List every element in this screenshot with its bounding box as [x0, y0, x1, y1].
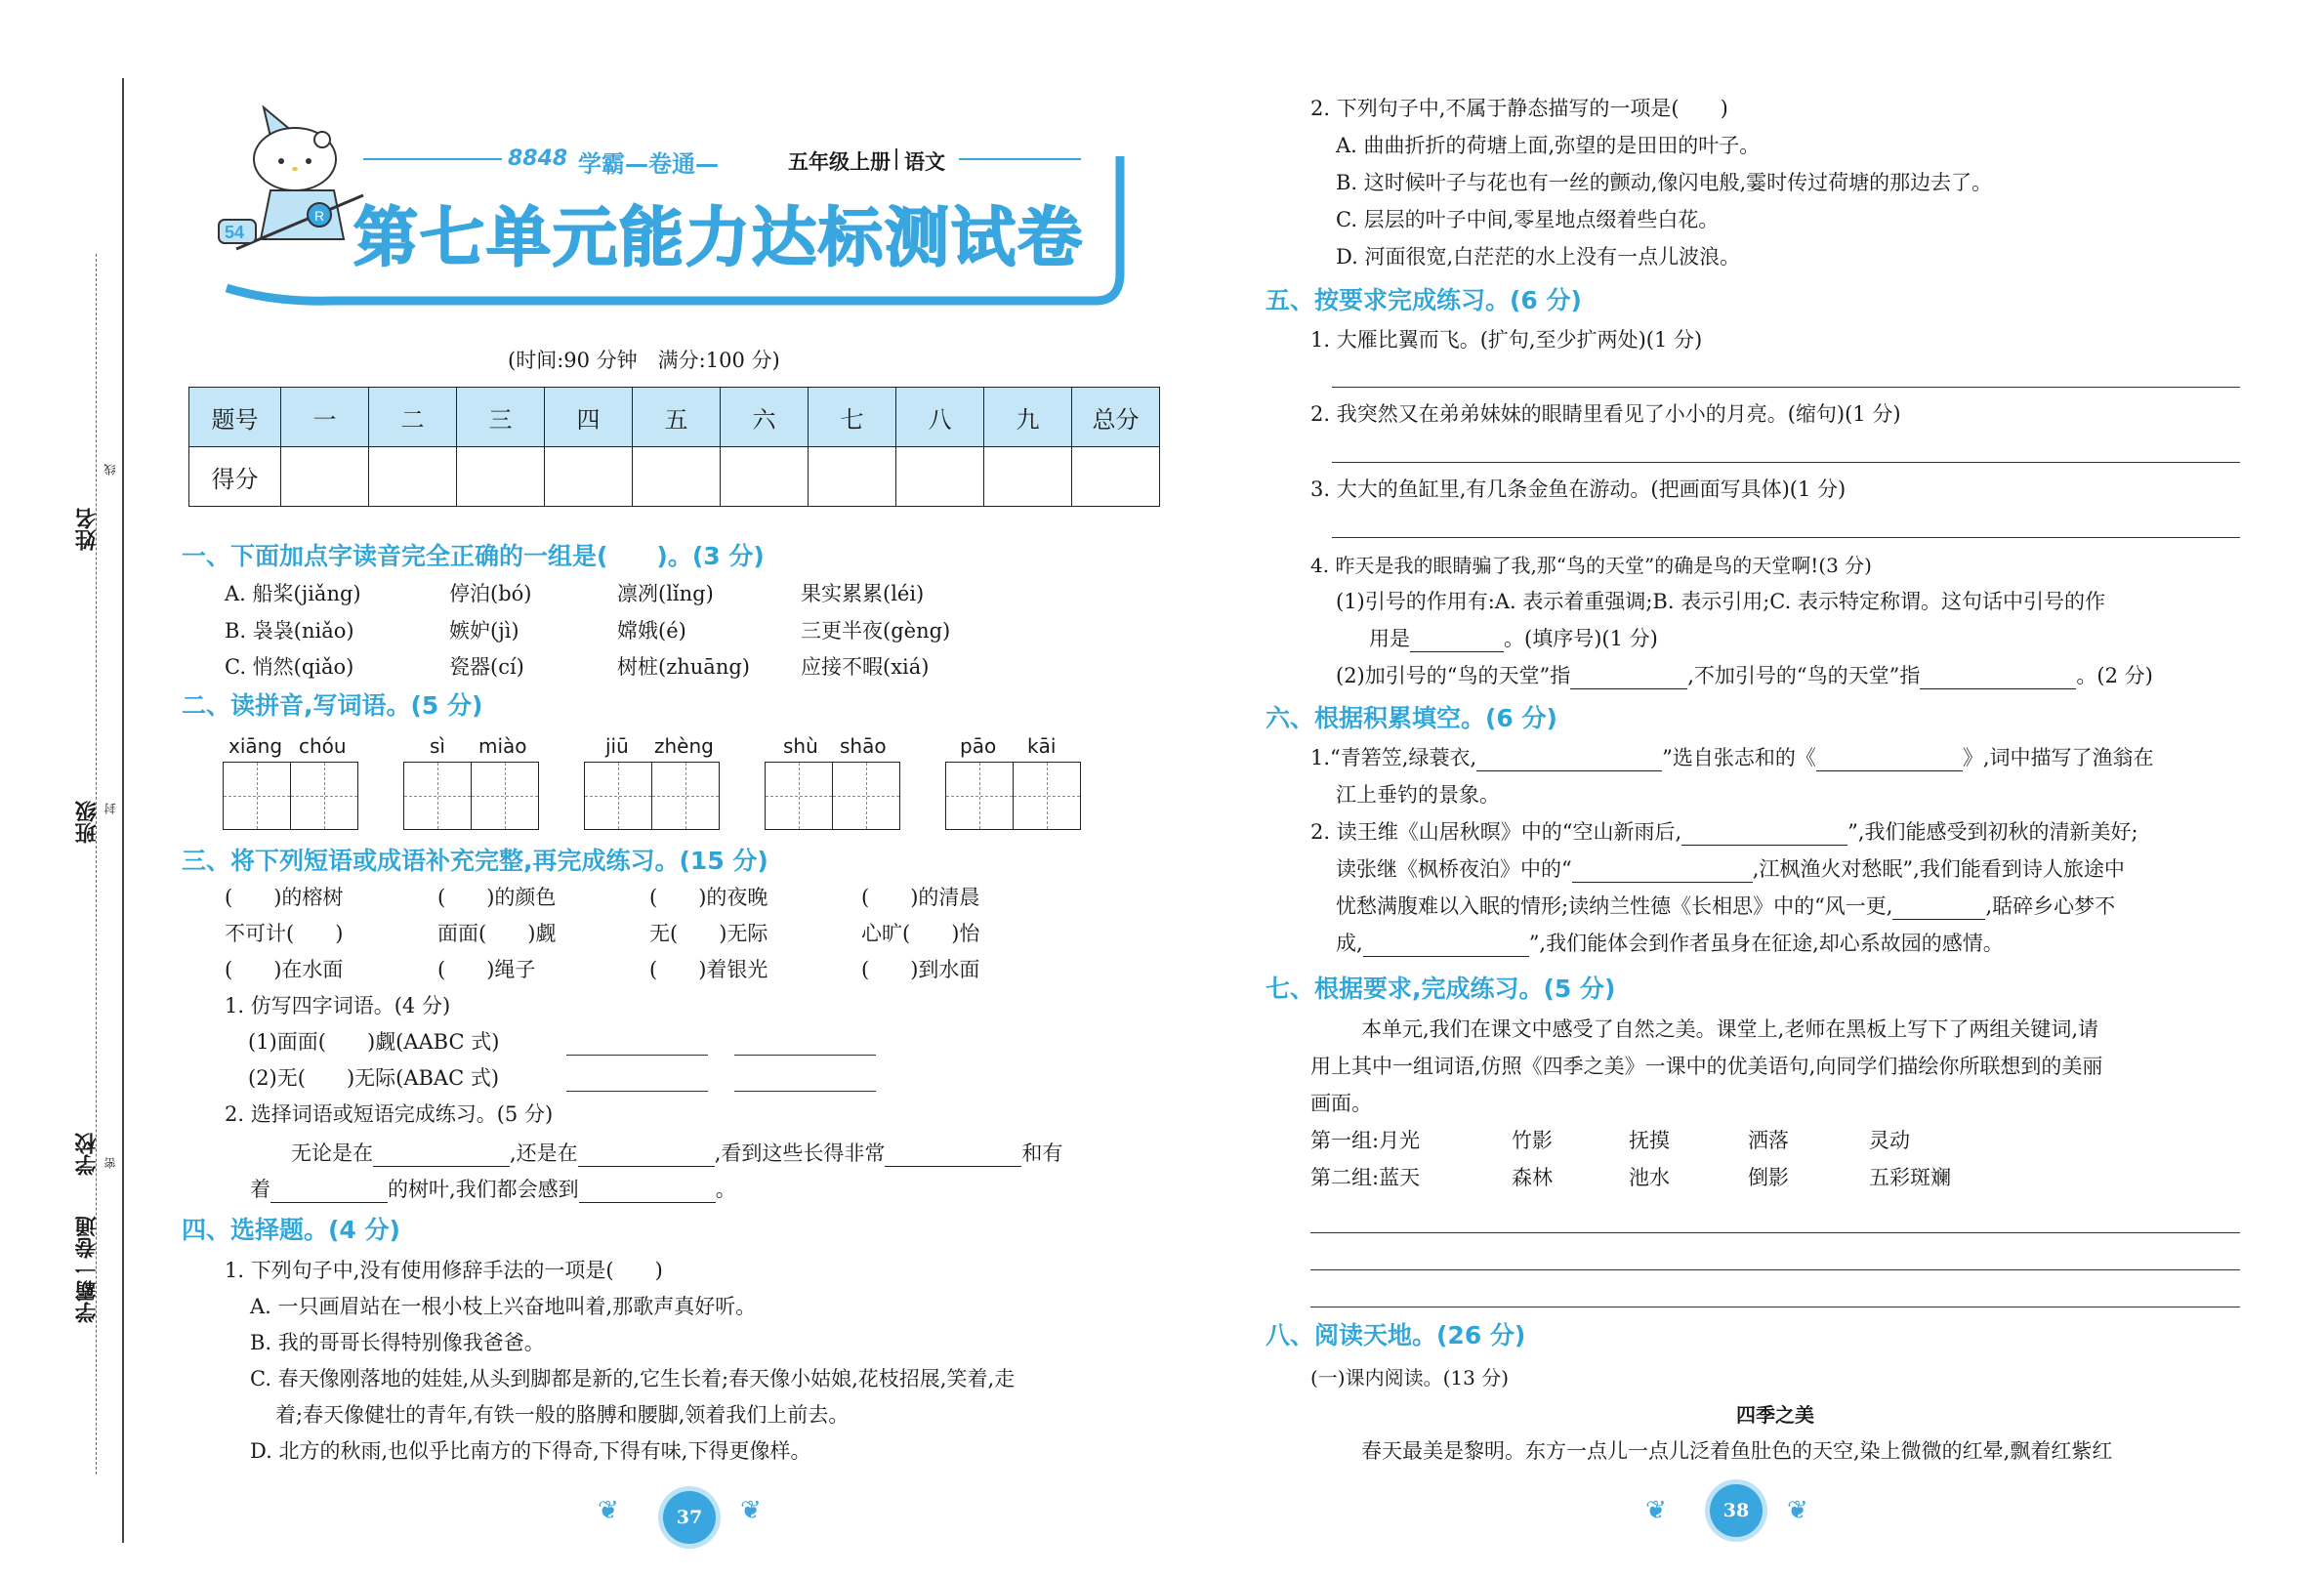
score-head-cell: 五: [633, 388, 721, 447]
answer-line[interactable]: [566, 1091, 708, 1092]
s6-line6: 成, ”,我们能体会到作者虽身在征途,却心系故园的感情。: [1336, 932, 2004, 955]
s5-q4-b: (2)加引号的“鸟的天堂”指 ,不加引号的“鸟的天堂”指 。(2 分): [1336, 664, 2153, 687]
s3-q2-line1: 无论是在 ,还是在 ,看到这些长得非常 和有: [291, 1141, 1063, 1165]
section-8-title: 八、阅读天地。(26 分): [1266, 1321, 1526, 1349]
section-4-title: 四、选择题。(4 分): [182, 1216, 400, 1244]
brand-subject: 语文: [904, 149, 945, 174]
kw-2-3: 池水: [1629, 1166, 1670, 1189]
phrase-3-1[interactable]: ( )在水面: [225, 958, 344, 981]
pinyin-3a: jiū: [605, 734, 629, 758]
phrase-1-1[interactable]: ( )的榕树: [225, 886, 344, 909]
binding-brand: 学霸一卷通: [75, 1216, 100, 1323]
phrase-2-3[interactable]: 无( )无际: [649, 922, 768, 945]
phrase-2-4[interactable]: 心旷( )怡: [861, 922, 980, 945]
passage-title: 四季之美: [1736, 1403, 1814, 1427]
brand-grade: 五年级上册: [788, 149, 891, 174]
option-b-3: 嫦娥(é): [617, 619, 686, 643]
brand-rule-left: [363, 158, 502, 160]
pinyin-4b: shāo: [840, 734, 887, 758]
phrase-3-3[interactable]: ( )着银光: [649, 958, 768, 981]
blank[interactable]: [373, 1145, 510, 1167]
option-a-3: 凛冽(lǐng): [617, 582, 714, 605]
s4-q2-b[interactable]: B. 这时候叶子与花也有一丝的颤动,像闪电般,霎时传过荷塘的那边去了。: [1336, 171, 1993, 194]
kw-1-5: 灵动: [1869, 1129, 1910, 1152]
blank[interactable]: [1476, 750, 1662, 771]
exam-meta: (时间:90 分钟 满分:100 分): [508, 349, 780, 372]
score-head-cell: 三: [457, 388, 545, 447]
kw-1-2: 竹影: [1512, 1129, 1553, 1152]
leaf-right-icon: ❦: [740, 1496, 762, 1525]
s3-q1: 1. 仿写四字词语。(4 分): [225, 994, 451, 1017]
kw-2-2: 森林: [1512, 1166, 1553, 1189]
kw-2-5: 五彩斑斓: [1869, 1166, 1951, 1189]
pinyin-1a: xiāng: [228, 734, 283, 758]
blank[interactable]: [1410, 631, 1504, 652]
phrase-1-2[interactable]: ( )的颜色: [437, 886, 557, 909]
score-row-label: 得分: [189, 447, 281, 507]
pinyin-2a: sì: [430, 734, 445, 758]
s4-q2-d[interactable]: D. 河面很宽,白茫茫的水上没有一点儿波浪。: [1336, 245, 1741, 269]
score-cell[interactable]: [281, 447, 369, 507]
seal-mark-mi: 密: [104, 1157, 117, 1169]
cap-letter: R: [314, 208, 325, 224]
s4-q1-a[interactable]: A. 一只画眉站在一根小枝上兴奋地叫着,那歌声真好听。: [250, 1295, 757, 1318]
answer-line[interactable]: [734, 1091, 876, 1092]
score-row: [189, 447, 1160, 507]
answer-line[interactable]: [734, 1055, 876, 1056]
score-head-cell: 六: [721, 388, 809, 447]
score-head-cell: 四: [545, 388, 633, 447]
answer-line[interactable]: [1332, 537, 2240, 538]
brand-name: 学霸—卷通—: [578, 150, 719, 178]
option-c-3: 树桩(zhuāng): [617, 655, 750, 679]
section-7-title: 七、根据要求,完成练习。(5 分): [1266, 975, 1616, 1003]
s7-p1: 本单元,我们在课文中感受了自然之美。课堂上,老师在黑板上写下了两组关键词,请: [1361, 1017, 2099, 1041]
writing-box-2[interactable]: [403, 762, 539, 830]
kw-1-1: 第一组:月光: [1310, 1129, 1421, 1152]
writing-box-5[interactable]: [945, 762, 1081, 830]
blank[interactable]: [1920, 668, 2076, 689]
binding-line: [122, 78, 124, 1543]
page-title: 第七单元能力达标测试卷: [353, 200, 1084, 275]
s4-q1-b[interactable]: B. 我的哥哥长得特别像我爸爸。: [250, 1331, 545, 1354]
s4-q1-c2: 着;春天像健壮的青年,有铁一般的胳膊和腰脚,领着我们上前去。: [275, 1403, 850, 1427]
score-cell[interactable]: [721, 447, 809, 507]
score-cell[interactable]: [984, 447, 1072, 507]
phrase-2-1[interactable]: 不可计( ): [225, 922, 344, 945]
s6-line5: 忧愁满腹难以入眠的情形;读纳兰性德《长相思》中的“风一更, ,聒碎乡心梦不: [1336, 894, 2116, 918]
mascot-badge: 54: [225, 223, 245, 242]
s5-q3: 3. 大大的鱼缸里,有几条金鱼在游动。(把画面写具体)(1 分): [1310, 477, 1847, 501]
score-head-cell: 题号: [189, 388, 281, 447]
kw-2-4: 倒影: [1748, 1166, 1789, 1189]
score-cell[interactable]: [545, 447, 633, 507]
option-a-2: 停泊(bó): [449, 582, 532, 605]
phrase-1-3[interactable]: ( )的夜晚: [649, 886, 768, 909]
s4-q1-d[interactable]: D. 北方的秋雨,也似乎比南方的下得奇,下得有味,下得更像样。: [250, 1439, 811, 1463]
s4-q2-a[interactable]: A. 曲曲折折的荷塘上面,弥望的是田田的叶子。: [1336, 134, 1761, 157]
pinyin-2b: miào: [478, 734, 527, 758]
option-a-1[interactable]: A. 船桨(jiǎng): [225, 582, 361, 605]
option-c-4: 应接不暇(xiá): [801, 655, 930, 679]
score-cell[interactable]: [809, 447, 896, 507]
blank[interactable]: [1570, 668, 1687, 689]
option-c-1[interactable]: C. 悄然(qiǎo): [225, 655, 354, 679]
pinyin-5a: pāo: [960, 734, 997, 758]
phrase-3-4[interactable]: ( )到水面: [861, 958, 980, 981]
s5-q4-a2: 用是 。(填序号)(1 分): [1369, 627, 1658, 650]
kw-1-3: 抚摸: [1629, 1129, 1670, 1152]
option-b-1[interactable]: B. 袅袅(niǎo): [225, 619, 354, 643]
writing-box-4[interactable]: [765, 762, 900, 830]
class-label: 班级: [75, 801, 100, 844]
answer-line[interactable]: [1332, 387, 2240, 388]
seal-mark-line: 线: [104, 464, 117, 476]
score-table: [188, 387, 1160, 507]
s6-line1: 1.“青箬笠,绿蓑衣, ”选自张志和的《 》,词中描写了渔翁在: [1310, 746, 2154, 769]
s5-q1: 1. 大雁比翼而飞。(扩句,至少扩两处)(1 分): [1310, 328, 1703, 352]
binding-strip: [29, 78, 137, 1543]
s6-line3: 2. 读王维《山居秋暝》中的“空山新雨后, ”,我们能感受到初秋的清新美好;: [1310, 820, 2138, 844]
school-label: 学校: [75, 1133, 100, 1176]
score-head-cell: 二: [369, 388, 457, 447]
pinyin-5b: kāi: [1027, 734, 1057, 758]
blank[interactable]: [1681, 824, 1847, 846]
seal-mark-seal: 封: [104, 803, 117, 814]
s3-q1a: (1)面面( )觑(AABC 式): [248, 1030, 500, 1054]
page-number-38: 38: [1710, 1484, 1763, 1537]
s5-q4-a1: (1)引号的作用有:A. 表示着重强调;B. 表示引用;C. 表示特定称谓。这句话中引号的作: [1336, 590, 2105, 613]
score-head-cell: 七: [809, 388, 896, 447]
section-6-title: 六、根据积累填空。(6 分): [1266, 704, 1557, 732]
blank[interactable]: [885, 1145, 1021, 1167]
s8-sub: (一)课内阅读。(13 分): [1310, 1366, 1510, 1390]
score-cell[interactable]: [1072, 447, 1160, 507]
blank[interactable]: [579, 1182, 716, 1203]
header-banner: [217, 117, 1130, 312]
score-head-cell: 一: [281, 388, 369, 447]
writing-box-1[interactable]: [223, 762, 358, 830]
pinyin-3b: zhèng: [654, 734, 714, 758]
score-head-cell: 八: [896, 388, 984, 447]
leaf-right-icon: ❦: [1787, 1496, 1808, 1525]
s6-line2: 江上垂钓的景象。: [1336, 783, 1500, 807]
answer-line[interactable]: [1332, 462, 2240, 463]
s7-p2: 用上其中一组词语,仿照《四季之美》一课中的优美语句,向同学们描绘你所联想到的美丽: [1310, 1055, 2103, 1078]
section-3-title: 三、将下列短语或成语补充完整,再完成练习。(15 分): [182, 847, 768, 875]
brand-logo: 8848: [508, 146, 568, 171]
passage-p1: 春天最美是黎明。东方一点儿一点儿泛着鱼肚色的天空,染上微微的红晕,飘着红紫红: [1361, 1439, 2113, 1463]
answer-line[interactable]: [1310, 1269, 2240, 1270]
s5-q4: 4. 昨天是我的眼睛骗了我,那“鸟的天堂”的确是鸟的天堂啊!(3 分): [1310, 554, 1872, 577]
s6-line4: 读张继《枫桥夜泊》中的“ ,江枫渔火对愁眠”,我们能看到诗人旅途中: [1336, 857, 2125, 881]
s4-q1: 1. 下列句子中,没有使用修辞手法的一项是( ): [225, 1259, 663, 1282]
s7-p3: 画面。: [1310, 1092, 1372, 1115]
score-head-cell: 总分: [1072, 388, 1160, 447]
writing-box-3[interactable]: [584, 762, 720, 830]
name-label: 姓名: [75, 508, 100, 551]
score-cell[interactable]: [896, 447, 984, 507]
s4-q2-c[interactable]: C. 层层的叶子中间,零星地点缀着些白花。: [1336, 208, 1720, 231]
pinyin-1b: chóu: [299, 734, 347, 758]
s3-q2-line2: 着 的树叶,我们都会感到 。: [250, 1178, 736, 1201]
option-b-2: 嫉妒(jì): [449, 619, 519, 643]
s5-q2: 2. 我突然又在弟弟妹妹的眼睛里看见了小小的月亮。(缩句)(1 分): [1310, 402, 1901, 426]
option-b-4: 三更半夜(gèng): [801, 619, 951, 643]
s3-q1b: (2)无( )无际(ABAC 式): [248, 1066, 500, 1090]
option-a-4: 果实累累(léi): [801, 582, 925, 605]
option-c-2: 瓷器(cí): [449, 655, 524, 679]
blank[interactable]: [1816, 750, 1963, 771]
kw-2-1: 第二组:蓝天: [1310, 1166, 1421, 1189]
pinyin-4a: shù: [783, 734, 818, 758]
s4-q1-c1[interactable]: C. 春天像刚落地的娃娃,从头到脚都是新的,它生长着;春天像小姑娘,花枝招展,笑着,走: [250, 1367, 1016, 1390]
blank[interactable]: [1363, 935, 1529, 957]
score-cell[interactable]: [457, 447, 545, 507]
answer-line[interactable]: [1310, 1232, 2240, 1233]
answer-line[interactable]: [566, 1055, 708, 1056]
blank[interactable]: [1892, 898, 1985, 920]
score-cell[interactable]: [369, 447, 457, 507]
section-2-title: 二、读拼音,写词语。(5 分): [182, 691, 483, 720]
blank[interactable]: [270, 1182, 388, 1203]
blank[interactable]: [1572, 861, 1753, 883]
phrase-3-2[interactable]: ( )绳子: [437, 958, 536, 981]
page-number-37: 37: [663, 1491, 716, 1544]
phrase-2-2[interactable]: 面面( )觑: [437, 922, 557, 945]
kw-1-4: 洒落: [1748, 1129, 1789, 1152]
brand-sep: [895, 148, 897, 170]
section-5-title: 五、按要求完成练习。(6 分): [1266, 286, 1582, 314]
leaf-left-icon: ❦: [1645, 1496, 1667, 1525]
blank[interactable]: [578, 1145, 715, 1167]
s4-q2: 2. 下列句子中,不属于静态描写的一项是( ): [1310, 97, 1728, 120]
score-header-row: [189, 388, 1160, 447]
brand-rule-right: [959, 158, 1081, 160]
s3-q2: 2. 选择词语或短语完成练习。(5 分): [225, 1102, 554, 1126]
leaf-left-icon: ❦: [598, 1496, 619, 1525]
phrase-1-4[interactable]: ( )的清晨: [861, 886, 980, 909]
score-cell[interactable]: [633, 447, 721, 507]
score-head-cell: 九: [984, 388, 1072, 447]
section-1-title: 一、下面加点字读音完全正确的一组是( )。(3 分): [182, 542, 765, 570]
